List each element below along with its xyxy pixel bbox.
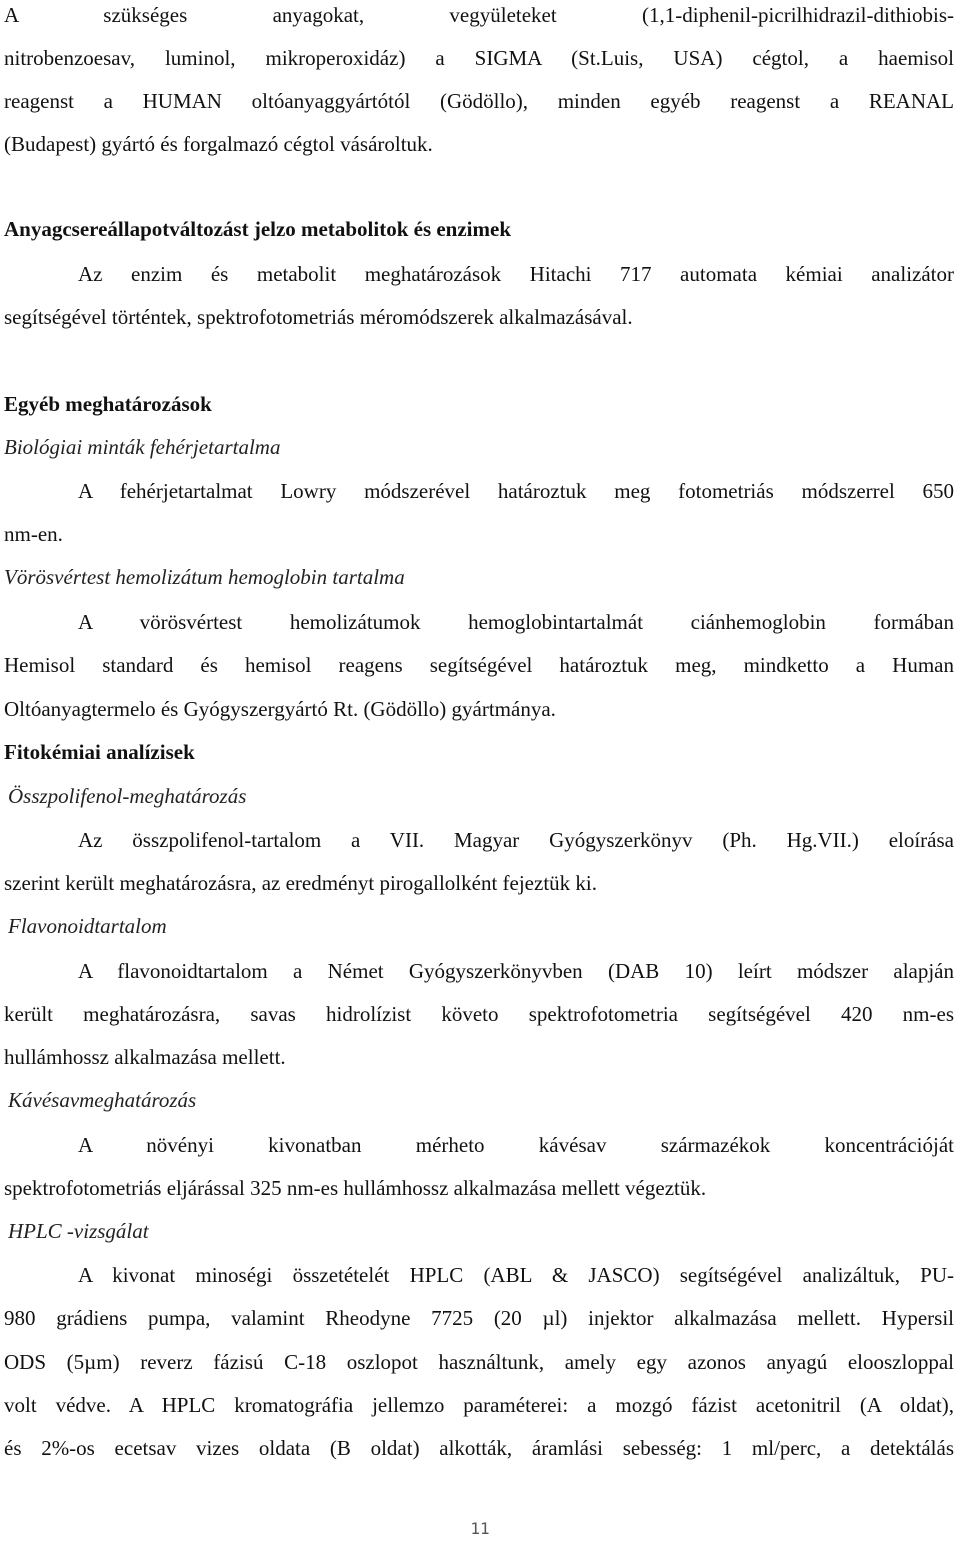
subsection-heading: Flavonoidtartalom	[8, 914, 167, 938]
paragraph-line: 980 grádiens pumpa, valamint Rheodyne 7725 (20 µl) injektor alkalmazása mellett. Hypersil	[4, 1306, 954, 1330]
paragraph-line: Az összpolifenol-tartalom a VII. Magyar Gyógyszerkönyv (Ph. Hg.VII.) eloírása	[78, 828, 954, 852]
paragraph-line: (Budapest) gyártó és forgalmazó cégtol vásároltuk.	[4, 132, 433, 156]
paragraph-line: Oltóanyagtermelo és Gyógyszergyártó Rt. (Gödöllo) gyártmánya.	[4, 697, 556, 721]
paragraph-line: nitrobenzoesav, luminol, mikroperoxidáz) a SIGMA (St.Luis, USA) cégtol, a haemisol	[4, 46, 954, 70]
paragraph-line: hullámhossz alkalmazása mellett.	[4, 1045, 286, 1069]
subsection-heading: Kávésavmeghatározás	[8, 1088, 197, 1112]
subsection-heading: Összpolifenol-meghatározás	[8, 784, 247, 808]
paragraph-line: ODS (5µm) reverz fázisú C-18 oszlopot használtunk, amely egy azonos anyagú elooszloppal	[4, 1350, 954, 1374]
paragraph-line: szerint került meghatározásra, az eredményt pirogallolként fejeztük ki.	[4, 871, 597, 895]
paragraph-line: reagenst a HUMAN oltóanyaggyártótól (Gödöllo), minden egyéb reagenst a REANAL	[4, 89, 954, 113]
paragraph-line: segítségével történtek, spektrofotometriás méromódszerek alkalmazásával.	[4, 305, 633, 329]
paragraph-line: A fehérjetartalmat Lowry módszerével határoztuk meg fotometriás módszerrel 650	[78, 479, 954, 503]
section-heading: Anyagcsereállapotváltozást jelzo metabolitok és enzimek	[4, 217, 512, 241]
paragraph-line: A növényi kivonatban mérheto kávésav származékok koncentrációját	[78, 1133, 954, 1157]
paragraph-line: Az enzim és metabolit meghatározások Hitachi 717 automata kémiai analizátor	[78, 262, 954, 286]
paragraph-line: A kivonat minoségi összetételét HPLC (ABL & JASCO) segítségével analizáltuk, PU-	[78, 1263, 954, 1287]
paragraph-line: Hemisol standard és hemisol reagens segítségével határoztuk meg, mindketto a Human	[4, 653, 954, 677]
paragraph-line: A flavonoidtartalom a Német Gyógyszerkönyvben (DAB 10) leírt módszer alapján	[78, 959, 954, 983]
subsection-heading: Vörösvértest hemolizátum hemoglobin tartalma	[4, 565, 405, 589]
paragraph-line: nm-en.	[4, 522, 63, 546]
paragraph-line: volt védve. A HPLC kromatográfia jellemzo paraméterei: a mozgó fázist acetonitril (A oldat),	[4, 1393, 954, 1417]
paragraph-line: A szükséges anyagokat, vegyületeket (1,1-diphenil-picrilhidrazil-dithiobis-	[4, 3, 954, 27]
subsection-heading: Biológiai minták fehérjetartalma	[4, 435, 281, 459]
paragraph-line: került meghatározásra, savas hidrolízist követo spektrofotometria segítségével 420 nm-es	[4, 1002, 954, 1026]
subsection-heading: HPLC -vizsgálat	[8, 1219, 149, 1243]
paragraph-line: és 2%-os ecetsav vizes oldata (B oldat) alkották, áramlási sebesség: 1 ml/perc, a detektálás	[4, 1436, 954, 1460]
section-heading: Fitokémiai analízisek	[4, 740, 195, 764]
section-heading: Egyéb meghatározások	[4, 392, 212, 416]
page-number: 11	[470, 1519, 490, 1538]
paragraph-line: A vörösvértest hemolizátumok hemoglobintartalmát ciánhemoglobin formában	[78, 610, 954, 634]
paragraph-line: spektrofotometriás eljárással 325 nm-es hullámhossz alkalmazása mellett végeztük.	[4, 1176, 707, 1200]
